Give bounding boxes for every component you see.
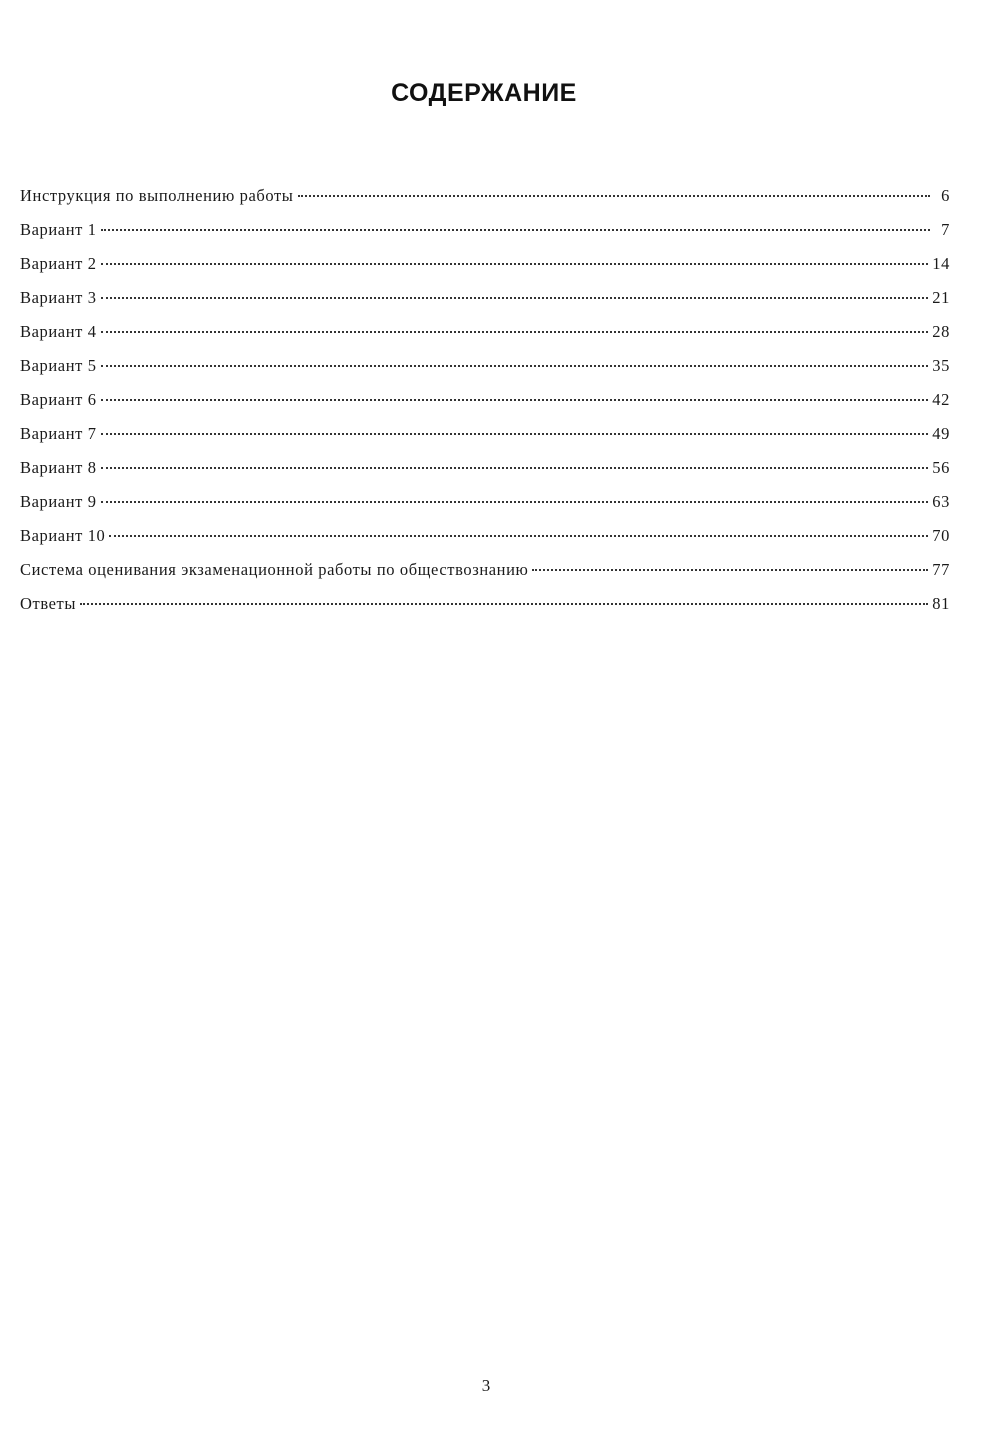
toc-entry-page: 6	[941, 186, 950, 205]
dot-leader	[101, 229, 930, 231]
toc-entry-variant-9	[20, 488, 950, 522]
toc-entry-variant-6	[20, 386, 950, 420]
toc-entry-variant-1	[20, 216, 950, 250]
toc-entry-variant-2	[20, 250, 950, 284]
toc-entry-page: 70	[932, 526, 950, 545]
toc-entry-variant-8	[20, 454, 950, 488]
dot-leader	[101, 263, 929, 265]
toc-entry-label: Вариант 6	[20, 390, 97, 409]
dot-leader	[101, 365, 929, 367]
toc-entry-label: Вариант 8	[20, 458, 97, 477]
toc-entry-page: 42	[932, 390, 950, 409]
toc-entry-label: Вариант 7	[20, 424, 97, 443]
dot-leader	[101, 501, 929, 503]
table-of-contents	[20, 182, 950, 624]
toc-entry-instructions	[20, 182, 950, 216]
toc-entry-label: Вариант 1	[20, 220, 97, 239]
dot-leader	[109, 535, 928, 537]
toc-entry-page: 7	[941, 220, 950, 239]
toc-entry-label: Вариант 4	[20, 322, 97, 341]
toc-entry-label: Вариант 5	[20, 356, 97, 375]
dot-leader	[101, 467, 929, 469]
toc-entry-answers	[20, 590, 950, 624]
toc-entry-label: Вариант 3	[20, 288, 97, 307]
toc-entry-page: 35	[932, 356, 950, 375]
toc-entry-page: 49	[932, 424, 950, 443]
dot-leader	[101, 399, 929, 401]
toc-entry-variant-7	[20, 420, 950, 454]
dot-leader	[101, 433, 929, 435]
toc-entry-grading-system	[20, 556, 950, 590]
toc-entry-label: Инструкция по выполнению работы	[20, 186, 294, 205]
page-title: СОДЕРЖАНИЕ	[391, 78, 577, 107]
toc-entry-variant-5	[20, 352, 950, 386]
toc-entry-variant-10	[20, 522, 950, 556]
toc-entry-label: Вариант 10	[20, 526, 106, 545]
toc-entry-variant-3	[20, 284, 950, 318]
toc-entry-label: Вариант 2	[20, 254, 97, 273]
toc-entry-variant-4	[20, 318, 950, 352]
toc-entry-label: Вариант 9	[20, 492, 97, 511]
dot-leader	[80, 603, 928, 605]
toc-entry-label: Ответы	[20, 594, 77, 613]
page-number: 3	[481, 1376, 491, 1395]
toc-entry-page: 81	[932, 594, 950, 613]
toc-entry-page: 14	[932, 254, 950, 273]
dot-leader	[101, 297, 929, 299]
toc-entry-page: 77	[932, 560, 950, 579]
toc-entry-page: 63	[932, 492, 950, 511]
toc-entry-label: Система оценивания экзаменационной работы по обществознанию	[20, 560, 529, 579]
toc-entry-page: 28	[932, 322, 950, 341]
toc-entry-page: 21	[932, 288, 950, 307]
dot-leader	[101, 331, 929, 333]
dot-leader	[298, 195, 931, 197]
dot-leader	[532, 569, 928, 571]
toc-entry-page: 56	[932, 458, 950, 477]
